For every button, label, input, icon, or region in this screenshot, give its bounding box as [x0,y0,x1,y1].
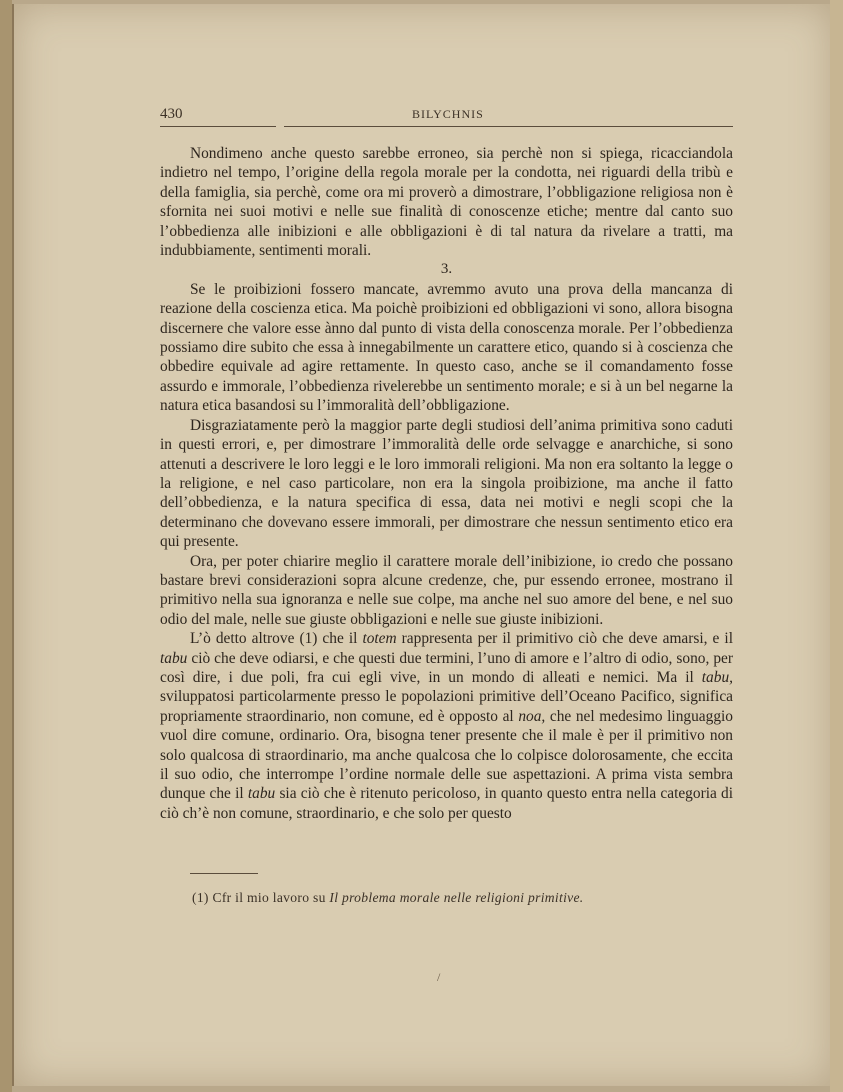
page-edge [830,0,843,1092]
p5-text-b: rappresenta per il primitivo ciò che deve amarsi, e il [396,630,733,648]
section-number: 3. [440,261,453,278]
term-noa: noa, [518,707,546,725]
paragraph-4: Ora, per poter chiarire meglio il carattere morale dell’inibizione, io credo che possano bastare brevi considerazioni sopra alcune credenze, che, pur essendo erronee, mostrano il primitivo nella sua ignoranza e nelle sue colpe, ma anche nel suo amore del bene, e nel suo odio del male, nelle sue giuste obbligazioni e nelle sue giuste inibizioni. [160,552,733,628]
header-rule-right [284,126,733,127]
paragraph-3: Disgraziatamente però la maggior parte degli studiosi dell’anima primitiva sono caduti in questi errori, e, per dimostrare l’immoralità delle orde selvagge e anarchiche, si sono attenuti a descrivere le loro leggi e le loro immorali religioni. Ma non era soltanto la legge o la religione, e nel caso particolare, non era la singola proibizione, ma anche il fatto dell’obbedienza, e la natura specifica di essa, data nei motivi e negli scopi che la determinano che dovevano essere immorali, per dimostrare che nessun sentimento etico era qui presente. [160,416,733,551]
p5-text-c: ciò che deve odiarsi, e che questi due termini, l’uno di amore e l’altro di odio, sono, per così dire, i due poli, fra cui egli vive, in un mondo di alleati e nemici. Ma il [160,649,733,686]
p5-text-f: sia ciò che è ritenuto pericoloso, in quanto questo entra nella categoria di ciò ch’è non comune, straordinario, e che solo per questo [160,785,733,822]
p5-text-a: L’ò detto altrove (1) che il [190,630,363,648]
footnote-prefix: (1) Cfr il mio lavoro su [192,890,330,905]
book-spine [0,0,12,1092]
term-tabu: tabu, [701,668,733,686]
paragraph-5 [160,629,733,823]
page-number: 430 [160,106,183,122]
paragraph-2: Se le proibizioni fossero mancate, avremmo avuto una prova della mancanza di reazione della coscienza etica. Ma poichè proibizioni ed obbligazioni vi sono, allora bisogna discernere che valore esse ànno dal punto di vista della conoscenza morale. Per l’obbedienza possiamo dire subito che essa à innegabilmente un carattere etico, quando si à coscienza che obbedire equivale ad agire rettamente. In questo caso, anche se il comandamento fosse assurdo e immorale, l’obbedienza rivelerebbe un sentimento morale; e si à un bel negarne la natura etica basandosi su l’immoralità dell’obbligazione. [160,280,733,415]
footnote [192,890,732,906]
stray-mark: / [437,970,441,984]
main-text [160,144,733,823]
p5-text-d: sviluppatosi particolarmente presso le popolazioni primitive dell’Oceano Pacifico, significa propriamente straordinario, non comune, ed è opposto al [160,688,733,725]
header-rule-left [160,126,276,127]
running-head: BILYCHNIS [412,107,484,121]
term-tabu: tabu [160,649,188,667]
page-header [160,104,733,130]
paragraph-1: Nondimeno anche questo sarebbe erroneo, sia perchè non si spiega, ricacciandola indietro nel tempo, l’origine della regola morale per la condotta, nei riguardi della tribù e della famiglia, sia perchè, come ora mi proverò a dimostrare, l’obbligazione religiosa non è sfornita nei suoi motivi e nelle sue finalità di conoscenze etiche; mentre dal canto suo l’obbedienza alle inibizioni e alle obbligazioni è di tal natura da rivelare a tratti, ma indubbiamente, sentimenti morali. [160,145,733,260]
footnote-rule [190,873,258,874]
term-tabu: tabu [247,785,276,803]
footnote-title: Il problema morale nelle religioni primitive. [329,890,584,905]
term-totem: totem [362,630,397,648]
p5-text-e: che nel medesimo linguaggio vuol dire comune, ordinario. Ora, bisogna tener presente che il male è per il primitivo non solo qualcosa di straordinario, ma anche qualcosa che lo colpisce dolorosamente, che eccita il suo odio, che interrompe l’ordine normale delle sue aspettazioni. A prima vista sembra dunque che il [160,707,733,803]
